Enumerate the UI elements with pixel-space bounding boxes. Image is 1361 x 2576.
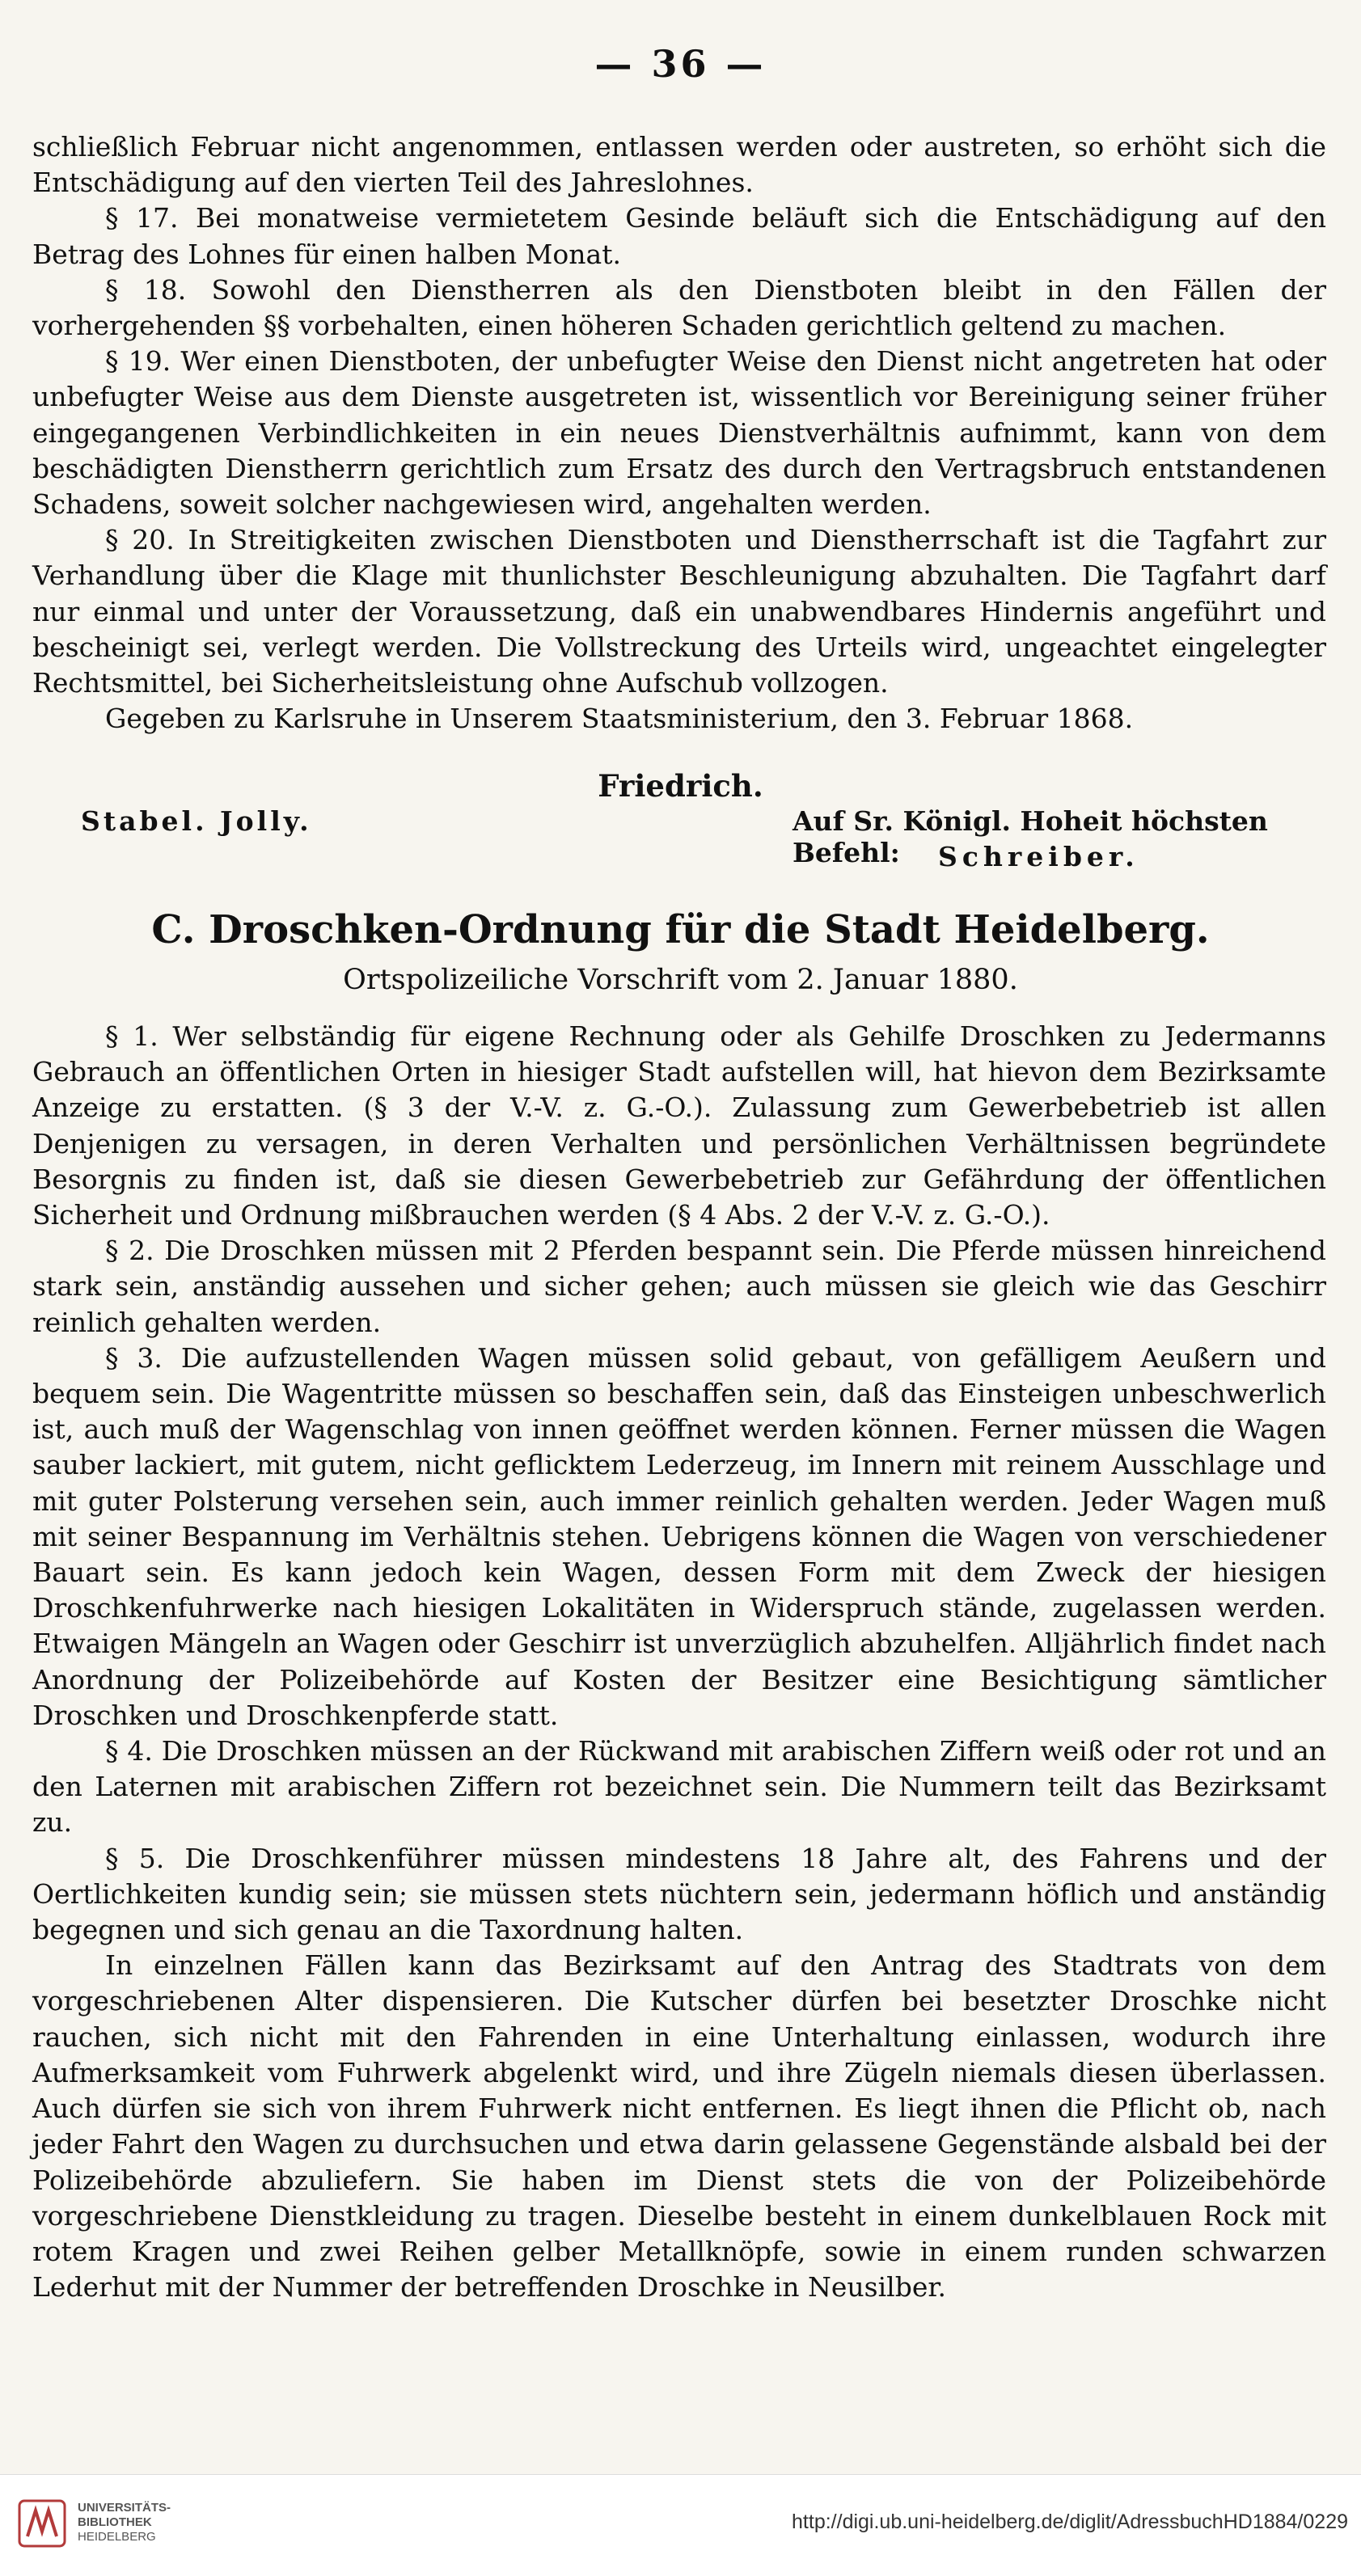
paragraph-par-19: § 19. Wer einen Dienstboten, der unbefugter Weise den Dienst nicht angetreten hat oder unbefugter Weise aus dem Dienste ausgetreten ist, wissentlich vor Bereinigung seiner früher eingegangenen Verbindlichkeiten in ein neues Dienstverhältnis aufnimmt, kann von dem beschädigten Dienstherrn gerichtlich zum Ersatz des durch den Vertragsbruch entstandenen Schadens, soweit solcher nachgewiesen wird, angehalten werden. — [32, 345, 1326, 521]
paragraph-par-3: § 3. Die aufzustellenden Wagen müssen solid gebaut, von gefälligem Aeußern und bequem sein. Die Wagentritte müssen so beschaffen sein, daß das Einsteigen unbeschwerlich ist, auch muß der Wagenschlag von innen geöffnet werden können. Ferner müssen die Wagen sauber lackiert, mit gutem, nicht geflicktem Lederzeug, im Innern mit reinem Ausschlage und mit guter Polsterung versehen sein, auch immer reinlich gehalten werden. Jeder Wagen muß mit seiner Bespannung im Verhältnis stehen. Uebrigens können die Wagen von verschiedener Bauart sein. Es kann jedoch kein Wagen, dessen Form mit dem Zweck der hiesigen Droschkenfuhrwerke nach hiesigen Lokalitäten in Widerspruch stände, zugelassen werden. Etwaigen Mängeln an Wagen oder Geschirr ist unverzüglich abzuhelfen. Alljährlich findet nach Anordnung der Polizeibehörde auf Kosten der Besitzer eine Besichtigung sämtlicher Droschken und Droschkenpferde statt. — [32, 1341, 1326, 1731]
logo-line: HEIDELBERG — [78, 2530, 156, 2544]
paragraph-par-4: § 4. Die Droschken müssen an der Rückwand mit arabischen Ziffern weiß oder rot und an den Laternen mit arabischen Ziffern rot bezeichnet sein. Die Nummern teilt das Bezirksamt zu. — [32, 1735, 1326, 1839]
logo-line: UNIVERSITÄTS- — [78, 2501, 171, 2515]
signature-block — [81, 805, 1310, 886]
paragraph-par-20: § 20. In Streitigkeiten zwischen Dienstboten und Dienstherrschaft ist die Tagfahrt zur Verhandlung über die Klage mit thunlichster Beschleunigung abzuhalten. Die Tagfahrt darf nur einmal und unter der Voraussetzung, daß ein unabwendbares Hindernis angeführt und bescheinigt sei, verlegt werden. Die Vollstreckung des Urteils wird, ungeachtet eingelegter Rechtsmittel, bei Sicherheitsleistung ohne Aufschub vollzogen. — [32, 524, 1326, 699]
paragraph-par-1: § 1. Wer selbständig für eigene Rechnung oder als Gehilfe Droschken zu Jedermanns Gebrauch an öffentlichen Orten in hiesiger Stadt aufstellen will, hat hievon dem Bezirksamte Anzeige zu erstatten. (§ 3 der V.-V. z. G.-O.). Zulassung zum Gewerbebetrieb ist allen Denjenigen zu versagen, in deren Verhalten und persönlichen Verhältnissen begründete Besorgnis zu finden ist, daß sie diesen Gewerbebetrieb zur Gefährdung der öffentlichen Sicherheit und Ordnung mißbrauchen werden (§ 4 Abs. 2 der V.-V. z. G.-O.). — [32, 1020, 1326, 1231]
paragraph-par-2: § 2. Die Droschken müssen mit 2 Pferden bespannt sein. Die Pferde müssen hinreichend stark sein, anständig aussehen und sicher gehen; auch müssen sie gleich wie das Geschirr reinlich gehalten werden. — [32, 1235, 1326, 1338]
section-heading: C. Droschken-Ordnung für die Stadt Heidelberg. — [151, 907, 1210, 952]
paragraph-par-5: § 5. Die Droschkenführer müssen mindestens 18 Jahre alt, des Fahrens und der Oertlichkeiten kundig sein; sie müssen stets nüchtern sein, jedermann höflich und anständig begegnen und sich genau an die Taxordnung halten. — [32, 1842, 1326, 1946]
paragraph-par-17: § 17. Bei monatweise vermietetem Gesinde beläuft sich die Entschädigung auf den Betrag des Lohnes für einen halben Monat. — [32, 202, 1326, 270]
top-text-block — [32, 129, 1326, 737]
source-url-link[interactable]: http://digi.ub.uni-heidelberg.de/diglit/AdressbuchHD1884/0229 — [792, 2511, 1348, 2533]
signature-left: Stabel. Jolly. — [81, 805, 312, 837]
library-logo-icon — [18, 2499, 66, 2548]
signature-name: Friedrich. — [598, 768, 763, 804]
logo-line: BIBLIOTHEK — [78, 2515, 152, 2529]
signature-right-line2: Schreiber. — [938, 841, 1139, 872]
library-logo-text — [78, 2501, 171, 2544]
signature-right-line1: Auf Sr. Königl. Hoheit höchsten Befehl: — [793, 805, 1268, 868]
section-subheading: Ortspolizeiliche Vorschrift vom 2. Januar 1880. — [343, 964, 1018, 996]
page-number: — 36 — — [594, 42, 767, 86]
dated-clause: Gegeben zu Karlsruhe in Unserem Staatsministerium, den 3. Februar 1868. — [105, 703, 1134, 735]
paragraph: schließlich Februar nicht angenommen, entlassen werden oder austreten, so erhöht sich die Entschädigung auf den vierten Teil des Jahreslohnes. — [32, 131, 1326, 199]
section-text-block — [32, 1019, 1326, 2305]
paragraph-par-18: § 18. Sowohl den Dienstherren als den Dienstboten bleibt in den Fällen der vorhergehenden §§ vorbehalten, einen höheren Schaden gerichtlich geltend zu machen. — [32, 273, 1326, 342]
paragraph-exceptions: In einzelnen Fällen kann das Bezirksamt auf den Antrag des Stadtrats von dem vorgeschriebenen Alter dispensieren. Die Kutscher dürfen bei besetzter Droschke nicht rauchen, sich nicht mit den Fahrenden in eine Unterhaltung einlassen, wodurch ihre Aufmerksamkeit vom Fuhrwerk abgelenkt wird, und ihre Zügeln niemals diesen überlassen. Auch dürfen sie sich von ihrem Fuhrwerk nicht entfernen. Es liegt ihnen die Pflicht ob, nach jeder Fahrt den Wagen zu durchsuchen und etwa darin gelassene Gegenstände alsbald bei der Polizeibehörde abzuliefern. Sie haben im Dienst stets die von der Polizeibehörde vorgeschriebene Dienstkleidung zu tragen. Dieselbe besteht in einem dunkelblauen Rock mit rotem Kragen und zwei Reihen gelber Metallknöpfe, sowie in einem runden schwarzen Lederhut mit der Nummer der betreffenden Droschke in Neusilber. — [32, 1949, 1326, 2304]
footer-bar — [0, 2474, 1361, 2576]
